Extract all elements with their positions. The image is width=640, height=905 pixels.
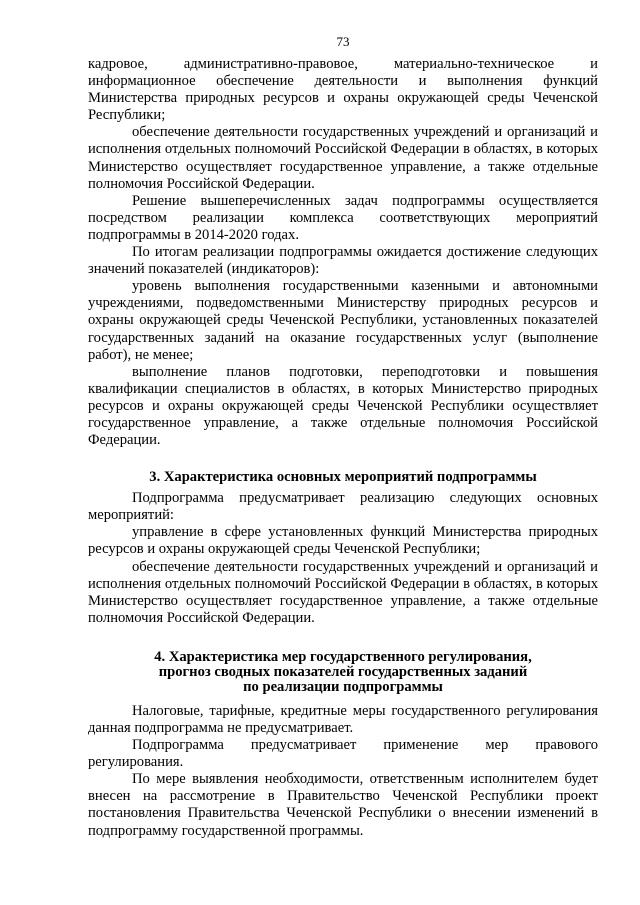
paragraph: выполнение планов подготовки, переподготовки и повышения квалификации специалистов в областях, в которых Министерство природных ресурсов и охраны окружающей среды Чеченской Республики осуществляет государственное управление, а также отдельные полномочия Российской Федерации.	[88, 363, 598, 449]
page-number: 73	[336, 34, 350, 49]
section-4-heading	[88, 650, 598, 695]
paragraph: По мере выявления необходимости, ответственным исполнителем будет внесен на рассмотрение в Правительство Чеченской Республики проект постановления Правительства Чеченской Республики о внесении изменений в подпрограмму государственной программы.	[88, 771, 598, 839]
paragraph: уровень выполнения государственными казенными и автономными учреждениями, подведомственными Министерству природных ресурсов и охраны окружающей среды Чеченской Республики, установленных показателей государственных заданий на оказание государственных услуг (выполнение работ), не менее;	[88, 278, 598, 363]
section-3-heading: 3. Характеристика основных мероприятий подпрограммы	[149, 469, 537, 486]
paragraph: Подпрограмма предусматривает применение мер правового регулирования.	[88, 737, 598, 771]
paragraph: кадровое, административно-правовое, материально-техническое и информационное обеспечение деятельности и выполнения функций Министерства природных ресурсов и охраны окружающей среды Чеченской Республики;	[88, 56, 598, 124]
paragraph: управление в сфере установленных функций Министерства природных ресурсов и охраны окружающей среды Чеченской Республики;	[88, 524, 598, 558]
paragraph: Налоговые, тарифные, кредитные меры государственного регулирования данная подпрограмма не предусматривает.	[88, 702, 598, 736]
document-page	[88, 34, 598, 840]
section-4-heading-line: по реализации подпрограммы	[243, 678, 443, 695]
section-4-heading-line: прогноз сводных показателей государственных заданий	[158, 663, 528, 680]
paragraph: Решение вышеперечисленных задач подпрограммы осуществляется посредством реализации комплекса соответствующих мероприятий подпрограммы в 2014-2020 годах.	[88, 192, 598, 243]
paragraph: обеспечение деятельности государственных учреждений и организаций и исполнения отдельных полномочий Российской Федерации в областях, в которых Министерство осуществляет государственное управление, а также отдельные полномочия Российской Федерации.	[88, 124, 598, 192]
paragraph: По итогам реализации подпрограммы ожидается достижение следующих значений показателей (индикаторов):	[88, 244, 598, 278]
paragraph: Подпрограмма предусматривает реализацию следующих основных мероприятий:	[88, 490, 598, 524]
section-4-heading-line: 4. Характеристика мер государственного регулирования,	[154, 648, 532, 665]
paragraph: обеспечение деятельности государственных учреждений и организаций и исполнения отдельных полномочий Российской Федерации в областях, в которых Министерство осуществляет государственное управление, а также отдельные полномочия Российской Федерации.	[88, 558, 598, 626]
